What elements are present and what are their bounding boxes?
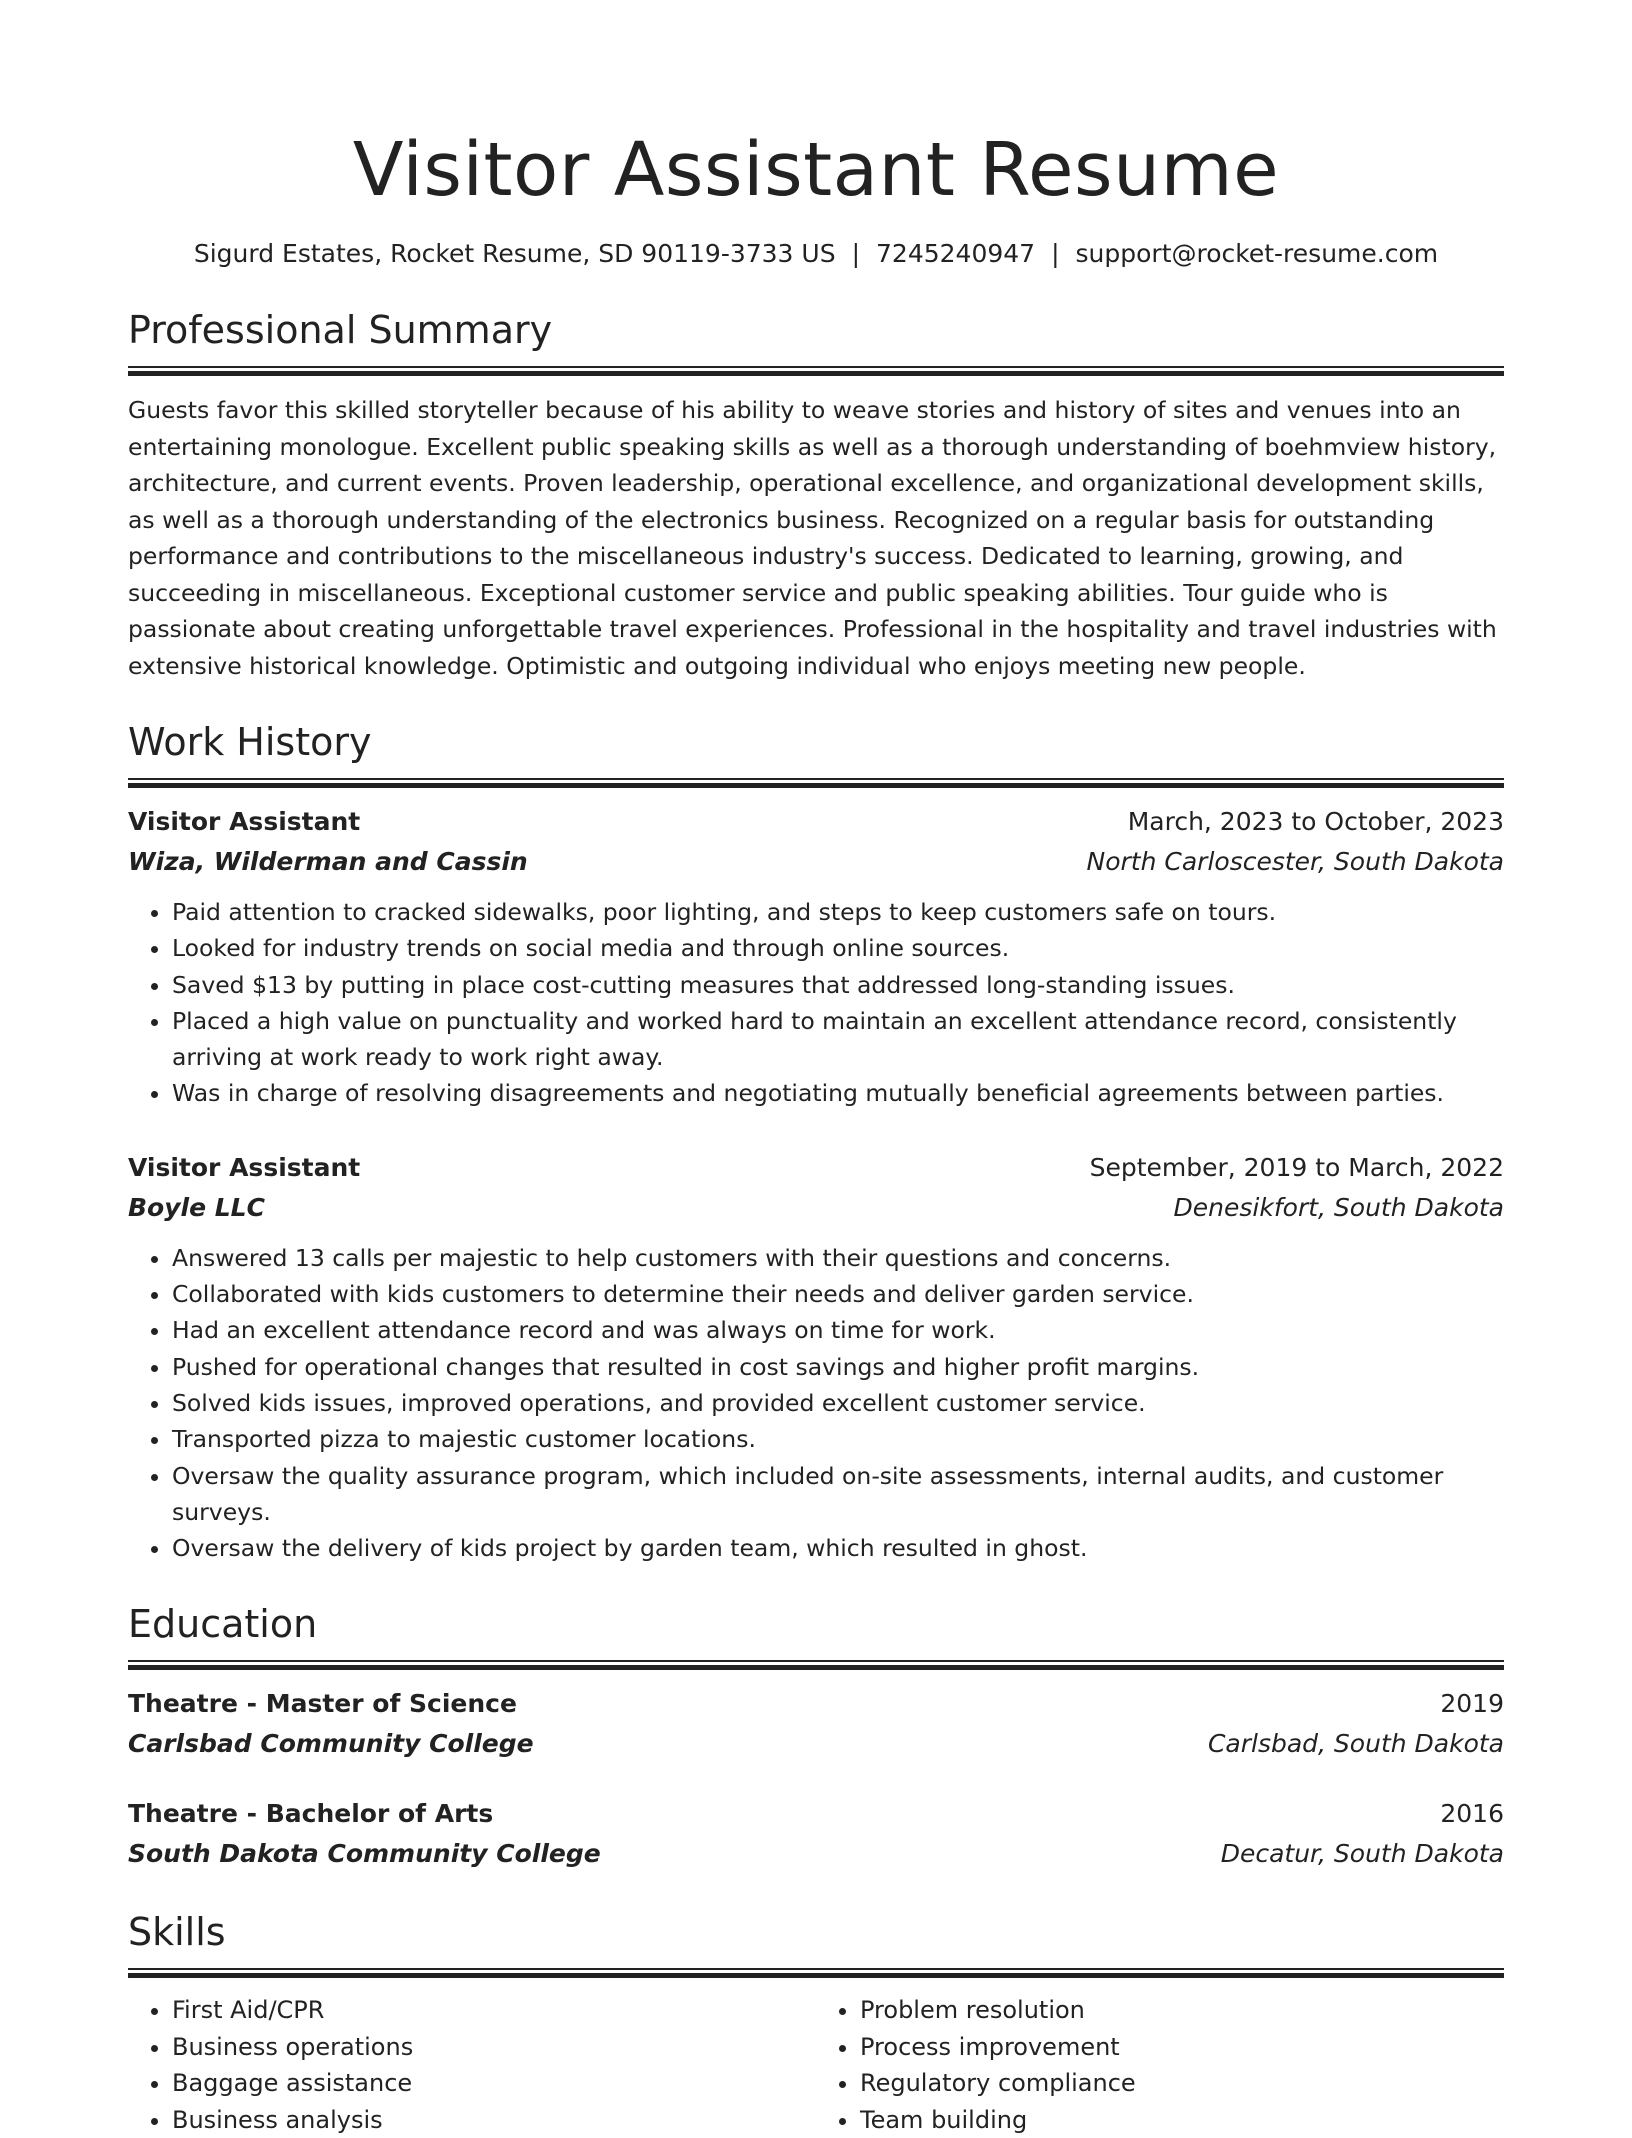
education-location: Decatur, South Dakota	[1220, 1839, 1504, 1869]
job-bullet: • Placed a high value on punctuality and worked hard to maintain an excellent attendance record, consistently arriving at work ready to work right away.	[172, 1003, 1504, 1076]
skill-item: • Team building	[860, 2102, 1504, 2138]
job-bullet: • Looked for industry trends on social media and through online sources.	[172, 930, 1504, 966]
skill-item: • Business operations	[172, 2029, 816, 2066]
contact-phone: 7245240947	[876, 239, 1036, 268]
section-title-skills: Skills	[128, 1910, 226, 1955]
job-entry	[128, 1148, 1504, 1567]
education-degree: Theatre - Bachelor of Arts	[128, 1799, 494, 1829]
job-bullet: • Collaborated with kids customers to determine their needs and deliver garden service.	[172, 1276, 1504, 1312]
education-year: 2019	[1440, 1689, 1504, 1719]
job-bullet: • Had an excellent attendance record and was always on time for work.	[172, 1312, 1504, 1348]
job-entry	[128, 802, 1504, 1112]
job-bullet: • Oversaw the delivery of kids project by garden team, which resulted in ghost.	[172, 1530, 1504, 1566]
job-bullet: • Answered 13 calls per majestic to help customers with their questions and concerns.	[172, 1240, 1504, 1276]
job-bullet: • Oversaw the quality assurance program, which included on-site assessments, internal audits, and customer surveys.	[172, 1458, 1504, 1531]
job-employer: Wiza, Wilderman and Cassin	[128, 847, 528, 876]
job-bullet: • Was in charge of resolving disagreements and negotiating mutually beneficial agreements between parties.	[172, 1075, 1504, 1111]
section-title-work-history: Work History	[128, 720, 372, 764]
job-bullet: • Paid attention to cracked sidewalks, poor lighting, and steps to keep customers safe on tours.	[172, 894, 1504, 930]
skills-column-left	[128, 1992, 816, 2138]
job-bullet: • Saved $13 by putting in place cost-cutting measures that addressed long-standing issues.	[172, 967, 1504, 1003]
skill-item: • Process improvement	[860, 2029, 1504, 2066]
skills-list	[128, 1992, 1504, 2138]
contact-separator: |	[1051, 239, 1060, 268]
contact-separator: |	[851, 239, 861, 268]
skill-item: • Baggage assistance	[172, 2065, 816, 2102]
education-school: Carlsbad Community College	[128, 1729, 534, 1759]
skills-section	[128, 1908, 1504, 2138]
contact-email: support@rocket-resume.com	[1075, 239, 1439, 268]
job-employer: Boyle LLC	[128, 1192, 265, 1222]
job-bullet: • Transported pizza to majestic customer locations.	[172, 1421, 1504, 1457]
education-school: South Dakota Community College	[128, 1839, 601, 1869]
summary-text: Guests favor this skilled storyteller because of his ability to weave stories and history of sites and venues into an entertaining monologue. Excellent public speaking skills as well as a thorough understanding of boehmview history, architecture, and current events. Proven leadership, operational excellence, and organizational development skills, as well as a thorough understanding of the electronics business. Recognized on a regular basis for outstanding performance and contributions to the miscellaneous industry's success. Dedicated to learning, growing, and succeeding in miscellaneous. Exceptional customer service and public speaking abilities. Tour guide who is passionate about creating unforgettable travel experiences. Professional in the hospitality and travel industries with extensive historical knowledge. Optimistic and outgoing individual who enjoys meeting new people.	[128, 396, 1497, 680]
skills-column-right	[816, 1992, 1504, 2138]
job-title: Visitor Assistant	[128, 807, 361, 836]
section-divider	[128, 778, 1504, 788]
section-divider	[128, 1968, 1504, 1978]
education-degree: Theatre - Master of Science	[128, 1689, 517, 1719]
job-bullets	[128, 894, 1504, 1112]
section-divider	[128, 1660, 1504, 1670]
work-history-section	[128, 718, 1504, 1566]
job-title: Visitor Assistant	[128, 1152, 361, 1182]
skill-item: • Problem resolution	[860, 1992, 1504, 2029]
job-dates: March, 2023 to October, 2023	[1127, 807, 1504, 836]
summary-section	[128, 306, 1504, 684]
job-dates: September, 2019 to March, 2022	[1089, 1152, 1504, 1182]
education-year: 2016	[1440, 1799, 1504, 1829]
skill-item: • Business analysis	[172, 2102, 816, 2138]
skill-item: • First Aid/CPR	[172, 1992, 816, 2029]
section-divider	[128, 366, 1504, 376]
education-entry	[128, 1684, 1504, 1764]
section-title-education: Education	[128, 1602, 318, 1647]
job-bullet: • Pushed for operational changes that resulted in cost savings and higher profit margins.	[172, 1349, 1504, 1385]
job-bullet: • Solved kids issues, improved operations, and provided excellent customer service.	[172, 1385, 1504, 1421]
resume-title: Visitor Assistant Resume	[352, 127, 1280, 213]
contact-address: Sigurd Estates, Rocket Resume, SD 90119-3733 US	[193, 239, 836, 268]
education-section	[128, 1600, 1504, 1874]
job-location: North Carloscester, South Dakota	[1086, 847, 1504, 876]
education-location: Carlsbad, South Dakota	[1207, 1729, 1504, 1759]
skill-item: • Regulatory compliance	[860, 2065, 1504, 2102]
education-entry	[128, 1794, 1504, 1874]
contact-line	[128, 236, 1504, 272]
job-bullets	[128, 1240, 1504, 1567]
section-title-summary: Professional Summary	[128, 308, 553, 352]
job-location: Denesikfort, South Dakota	[1173, 1192, 1504, 1222]
